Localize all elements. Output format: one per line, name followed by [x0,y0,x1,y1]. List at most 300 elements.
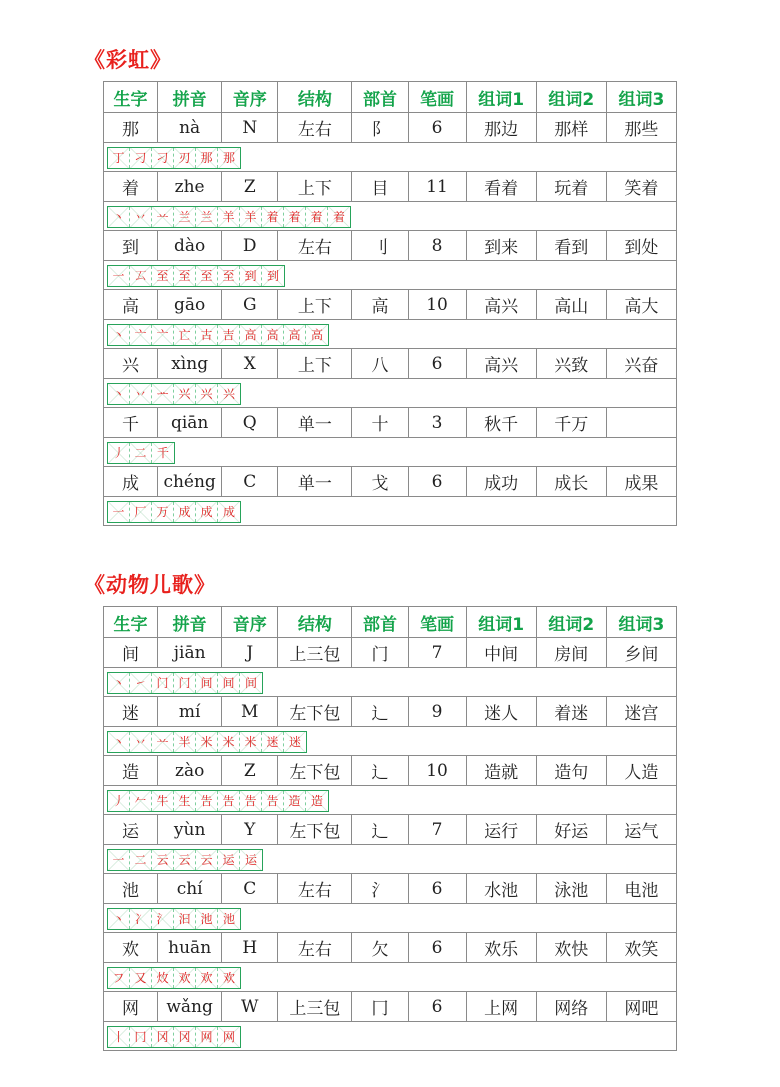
word-3-cell: 网吧 [606,992,676,1022]
stroke-step [108,266,130,286]
stroke-step [152,1027,174,1047]
stroke-glyph: 丶 [112,912,125,926]
stroke-glyph: 亠 [156,328,169,342]
stroke-order-cell [104,438,677,467]
pinyin-cell: chéng [158,467,222,497]
word-1-cell: 上网 [466,992,536,1022]
stroke-glyph: 造 [288,794,301,808]
column-header: 组词1 [466,607,536,638]
column-header: 组词2 [536,82,606,113]
structure-cell: 左下包 [278,756,352,786]
stroke-glyph: 高 [288,328,301,342]
stroke-step [108,502,130,522]
word-3-cell: 电池 [606,874,676,904]
stroke-glyph: 冈 [156,1030,169,1044]
word-1-cell: 看着 [466,172,536,202]
stroke-glyph: 一 [112,505,125,519]
stroke-step [306,325,328,345]
stroke-glyph: 万 [156,505,169,519]
stroke-step [152,443,174,463]
stroke-count-cell: 6 [408,467,466,497]
stroke-step [218,384,240,404]
stroke-glyph: 羊 [222,210,235,224]
word-2-cell: 房间 [536,638,606,668]
stroke-order-strip [107,731,307,753]
stroke-glyph: 汩 [178,912,191,926]
stroke-step [218,850,240,870]
stroke-glyph: 云 [200,853,213,867]
stroke-count-cell: 6 [408,113,466,143]
stroke-glyph: 门 [156,676,169,690]
table-row [104,756,677,786]
stroke-step [152,673,174,693]
column-header: 组词1 [466,82,536,113]
stroke-step [196,148,218,168]
initial-letter-cell: W [222,992,278,1022]
radical-cell: 高 [352,290,408,320]
stroke-step [174,207,196,227]
stroke-step [130,207,152,227]
structure-cell: 左右 [278,874,352,904]
stroke-glyph: 云 [178,853,191,867]
stroke-glyph: 迷 [266,735,279,749]
stroke-step [108,443,130,463]
stroke-glyph: 䒑 [156,210,169,224]
word-2-cell: 看到 [536,231,606,261]
stroke-glyph: 亠 [134,328,147,342]
word-2-cell: 那样 [536,113,606,143]
stroke-step [284,325,306,345]
column-header: 生字 [104,607,158,638]
stroke-step [240,325,262,345]
pinyin-cell: nà [158,113,222,143]
radical-cell: 辶 [352,756,408,786]
stroke-glyph: 冫 [134,912,147,926]
radical-cell: 阝 [352,113,408,143]
char-cell: 到 [104,231,158,261]
stroke-order-strip [107,147,241,169]
radical-cell: 辶 [352,697,408,727]
word-3-cell: 运气 [606,815,676,845]
stroke-step [284,732,306,752]
stroke-glyph: 兴 [222,387,235,401]
stroke-glyph: 到 [266,269,279,283]
stroke-step [262,325,284,345]
char-cell: 迷 [104,697,158,727]
stroke-glyph: 丿 [112,794,125,808]
word-1-cell: 造就 [466,756,536,786]
initial-letter-cell: Q [222,408,278,438]
stroke-step [130,850,152,870]
structure-cell: 上下 [278,172,352,202]
initial-letter-cell: C [222,874,278,904]
stroke-step [196,266,218,286]
stroke-order-strip [107,1026,241,1048]
header-row [104,82,677,113]
structure-cell: 单一 [278,408,352,438]
pinyin-cell: qiān [158,408,222,438]
stroke-step [174,266,196,286]
char-cell: 欢 [104,933,158,963]
stroke-step [218,148,240,168]
char-cell: 网 [104,992,158,1022]
column-header: 音序 [222,607,278,638]
char-cell: 千 [104,408,158,438]
stroke-order-row [104,727,677,756]
stroke-step [130,384,152,404]
stroke-count-cell: 3 [408,408,466,438]
stroke-glyph: 高 [266,328,279,342]
stroke-count-cell: 6 [408,992,466,1022]
stroke-order-row [104,668,677,697]
stroke-step [196,968,218,988]
radical-cell: 氵 [352,874,408,904]
pinyin-cell: yùn [158,815,222,845]
stroke-order-strip [107,324,329,346]
table-row [104,638,677,668]
section-title: 《动物儿歌》 [84,573,216,597]
word-3-cell: 高大 [606,290,676,320]
stroke-glyph: 兴 [200,387,213,401]
structure-cell: 左右 [278,231,352,261]
table-row [104,290,677,320]
word-3-cell: 到处 [606,231,676,261]
stroke-step [218,266,240,286]
word-2-cell: 高山 [536,290,606,320]
word-2-cell: 网络 [536,992,606,1022]
word-1-cell: 秋千 [466,408,536,438]
table-row [104,815,677,845]
stroke-step [130,148,152,168]
stroke-step [130,443,152,463]
stroke-glyph: 那 [222,151,235,165]
stroke-step [174,850,196,870]
stroke-glyph: 冂 [134,1030,147,1044]
stroke-step [262,791,284,811]
stroke-glyph: 米 [222,735,235,749]
word-3-cell: 成果 [606,467,676,497]
stroke-step [108,673,130,693]
stroke-glyph: 生 [178,794,191,808]
stroke-order-cell [104,963,677,992]
stroke-order-row [104,1022,677,1051]
stroke-step [174,909,196,929]
stroke-glyph: 刃 [178,151,191,165]
stroke-step [108,384,130,404]
word-3-cell: 人造 [606,756,676,786]
stroke-step [174,968,196,988]
stroke-glyph: 兰 [200,210,213,224]
initial-letter-cell: D [222,231,278,261]
stroke-glyph: 𠂉 [134,794,147,808]
stroke-step [218,732,240,752]
stroke-glyph: 成 [200,505,213,519]
stroke-order-strip [107,908,241,930]
stroke-order-row [104,379,677,408]
word-1-cell: 水池 [466,874,536,904]
column-header: 生字 [104,82,158,113]
stroke-order-cell [104,668,677,697]
stroke-glyph: 到 [244,269,257,283]
stroke-step [108,850,130,870]
stroke-glyph: 米 [200,735,213,749]
stroke-glyph: 千 [156,446,169,460]
stroke-glyph: 池 [222,912,235,926]
stroke-glyph: 刁 [134,151,147,165]
stroke-glyph: 𠫔 [134,269,147,283]
stroke-step [152,325,174,345]
table-row [104,113,677,143]
stroke-glyph: 告 [222,794,235,808]
stroke-step [218,325,240,345]
stroke-glyph: 告 [266,794,279,808]
structure-cell: 左右 [278,933,352,963]
stroke-step [218,1027,240,1047]
stroke-order-cell [104,727,677,756]
stroke-step [152,148,174,168]
stroke-glyph: 欢 [200,971,213,985]
table-row [104,231,677,261]
radical-cell: 冂 [352,992,408,1022]
stroke-step [218,909,240,929]
stroke-glyph: 迷 [288,735,301,749]
stroke-count-cell: 11 [408,172,466,202]
word-3-cell: 笑着 [606,172,676,202]
stroke-step [152,909,174,929]
stroke-glyph: 厂 [134,505,147,519]
stroke-step [108,791,130,811]
stroke-count-cell: 6 [408,933,466,963]
word-1-cell: 迷人 [466,697,536,727]
stroke-step [152,968,174,988]
stroke-step [152,207,174,227]
stroke-order-strip [107,849,263,871]
stroke-glyph: 炇 [156,971,169,985]
table-row [104,408,677,438]
stroke-glyph: 丨 [112,1030,125,1044]
stroke-step [174,1027,196,1047]
stroke-step [196,207,218,227]
word-3-cell: 迷宫 [606,697,676,727]
radical-cell: 门 [352,638,408,668]
stroke-step [196,1027,218,1047]
stroke-step [218,968,240,988]
word-2-cell: 欢快 [536,933,606,963]
stroke-glyph: 造 [310,794,323,808]
stroke-step [174,325,196,345]
stroke-count-cell: 7 [408,638,466,668]
word-3-cell: 兴奋 [606,349,676,379]
pinyin-cell: wǎng [158,992,222,1022]
stroke-step [284,207,306,227]
initial-letter-cell: Z [222,172,278,202]
stroke-order-row [104,904,677,933]
initial-letter-cell: C [222,467,278,497]
word-2-cell: 千万 [536,408,606,438]
stroke-glyph: 着 [288,210,301,224]
stroke-step [174,791,196,811]
column-header: 笔画 [408,607,466,638]
stroke-step [196,850,218,870]
stroke-order-row [104,786,677,815]
stroke-glyph: 池 [200,912,213,926]
word-3-cell: 欢笑 [606,933,676,963]
structure-cell: 上下 [278,290,352,320]
radical-cell: 辶 [352,815,408,845]
stroke-step [130,325,152,345]
stroke-order-cell [104,143,677,172]
structure-cell: 左下包 [278,697,352,727]
column-header: 组词3 [606,607,676,638]
table-row [104,874,677,904]
stroke-order-cell [104,497,677,526]
header-row [104,607,677,638]
stroke-glyph: フ [112,971,125,985]
stroke-order-strip [107,442,175,464]
stroke-glyph: 欢 [222,971,235,985]
column-header: 组词2 [536,607,606,638]
word-2-cell: 好运 [536,815,606,845]
stroke-count-cell: 7 [408,815,466,845]
stroke-glyph: 网 [222,1030,235,1044]
stroke-glyph: 二 [134,446,147,460]
char-cell: 着 [104,172,158,202]
stroke-step [196,909,218,929]
word-1-cell: 高兴 [466,290,536,320]
stroke-glyph: 间 [222,676,235,690]
stroke-step [108,325,130,345]
stroke-step [174,384,196,404]
stroke-glyph: 丶 [112,676,125,690]
stroke-step [108,1027,130,1047]
pinyin-cell: zào [158,756,222,786]
structure-cell: 上三包 [278,638,352,668]
stroke-step [130,1027,152,1047]
stroke-glyph: 成 [222,505,235,519]
stroke-glyph: 欢 [178,971,191,985]
stroke-glyph: 告 [244,794,257,808]
stroke-glyph: 米 [244,735,257,749]
stroke-step [196,325,218,345]
stroke-step [306,791,328,811]
stroke-glyph: 网 [200,1030,213,1044]
stroke-order-row [104,497,677,526]
stroke-step [152,502,174,522]
radical-cell: 刂 [352,231,408,261]
stroke-glyph: 半 [178,735,191,749]
stroke-step [240,732,262,752]
stroke-glyph: 兴 [178,387,191,401]
stroke-glyph: 丶 [112,387,125,401]
stroke-step [306,207,328,227]
stroke-step [130,502,152,522]
char-cell: 成 [104,467,158,497]
stroke-step [152,266,174,286]
stroke-step [152,850,174,870]
table-row [104,933,677,963]
stroke-step [196,673,218,693]
initial-letter-cell: G [222,290,278,320]
stroke-glyph: 丷 [134,210,147,224]
stroke-order-row [104,438,677,467]
column-header: 拼音 [158,607,222,638]
stroke-glyph: 着 [332,210,345,224]
initial-letter-cell: N [222,113,278,143]
char-table [103,81,677,526]
stroke-step [108,207,130,227]
word-1-cell: 中间 [466,638,536,668]
stroke-glyph: 至 [178,269,191,283]
stroke-order-strip [107,265,285,287]
word-3-cell [606,408,676,438]
char-cell: 兴 [104,349,158,379]
stroke-glyph: 丶 [112,735,125,749]
stroke-count-cell: 10 [408,756,466,786]
stroke-glyph: 至 [156,269,169,283]
stroke-glyph: 牛 [156,794,169,808]
initial-letter-cell: Z [222,756,278,786]
structure-cell: 左下包 [278,815,352,845]
table-row [104,992,677,1022]
stroke-count-cell: 6 [408,874,466,904]
stroke-step [174,673,196,693]
stroke-step [240,850,262,870]
stroke-glyph: 亡 [178,328,191,342]
stroke-glyph: 至 [200,269,213,283]
stroke-step [240,207,262,227]
stroke-order-cell [104,786,677,815]
stroke-step [152,791,174,811]
word-1-cell: 运行 [466,815,536,845]
stroke-step [108,909,130,929]
stroke-step [130,673,152,693]
stroke-step [218,791,240,811]
initial-letter-cell: H [222,933,278,963]
stroke-glyph: 至 [222,269,235,283]
char-table [103,606,677,1051]
structure-cell: 上三包 [278,992,352,1022]
stroke-order-cell [104,845,677,874]
word-1-cell: 欢乐 [466,933,536,963]
stroke-glyph: 云 [156,853,169,867]
stroke-glyph: 丶 [112,210,125,224]
pinyin-cell: dào [158,231,222,261]
initial-letter-cell: X [222,349,278,379]
column-header: 音序 [222,82,278,113]
stroke-glyph: 丁 [112,151,125,165]
word-2-cell: 造句 [536,756,606,786]
stroke-order-row [104,845,677,874]
stroke-step [218,673,240,693]
pinyin-cell: gāo [158,290,222,320]
stroke-step [130,732,152,752]
stroke-order-cell [104,320,677,349]
word-1-cell: 到来 [466,231,536,261]
stroke-glyph: 又 [134,971,147,985]
stroke-order-row [104,143,677,172]
column-header: 拼音 [158,82,222,113]
stroke-order-cell [104,261,677,290]
stroke-step [218,502,240,522]
stroke-step [196,502,218,522]
stroke-step [196,732,218,752]
table-row [104,349,677,379]
stroke-glyph: 丿 [112,446,125,460]
stroke-glyph: 氵 [156,912,169,926]
stroke-glyph: 门 [178,676,191,690]
stroke-glyph: 刁 [156,151,169,165]
char-cell: 那 [104,113,158,143]
